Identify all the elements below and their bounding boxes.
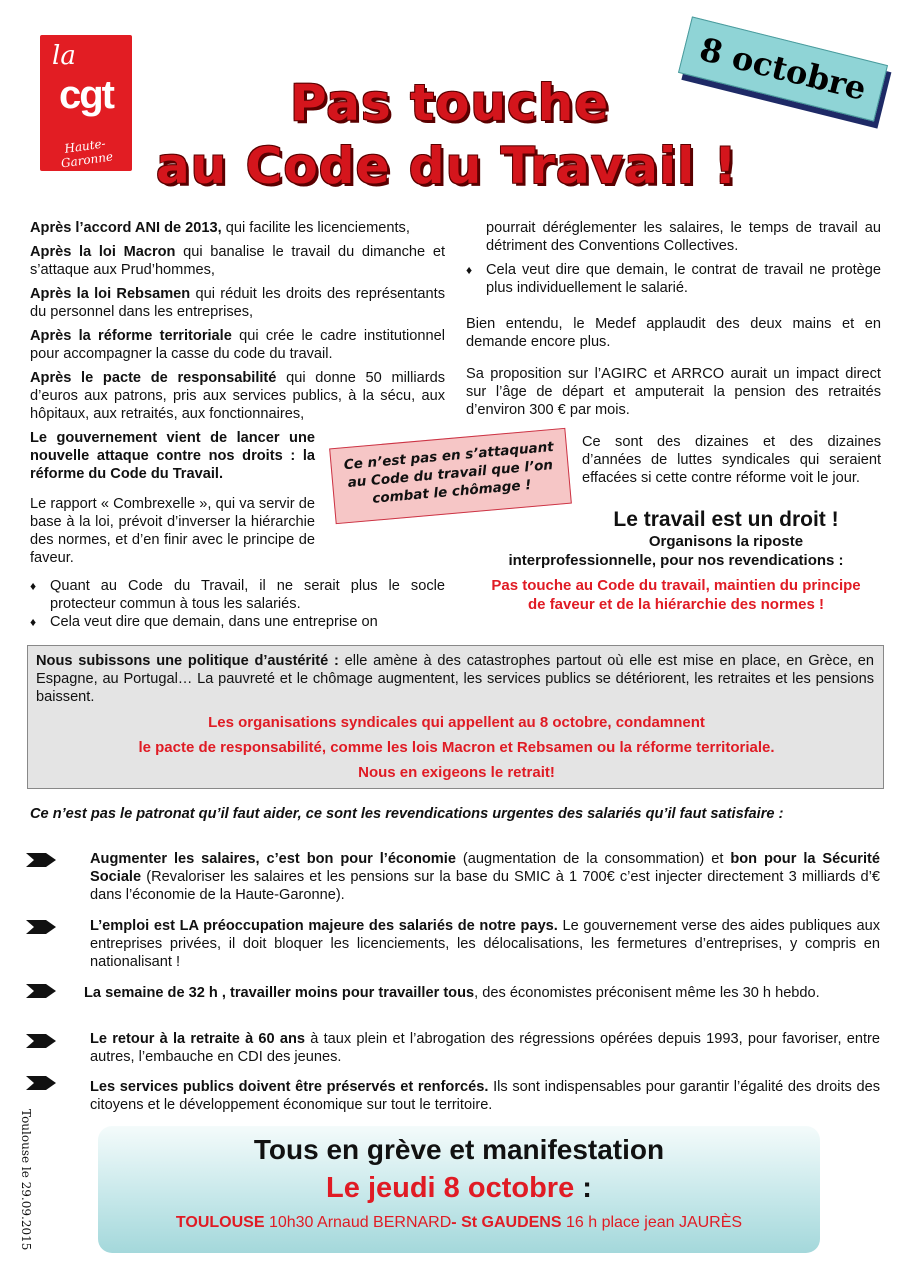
bullet-socle: ♦ Quant au Code du Travail, il ne serait plus le socle protecteur commun à tous les salariés. bbox=[30, 577, 445, 613]
paragraph-agirc: Sa proposition sur l’AGIRC et ARRCO aurait un impact direct sur l’âge de départ et amputerait la pension des retraités d’environ 300 € par mois. bbox=[466, 366, 881, 418]
date-badge bbox=[678, 16, 888, 121]
demand-salaires: Augmenter les salaires, c’est bon pour l’économie (augmentation de la consommation) et bon pour la Sécurité Sociale (Revaloriser les salaires et les pensions sur la base du SMIC à 1 700€ c’est injecter directement 3 milliards d’€ dans l’économie de la Haute-Garonne). bbox=[90, 851, 881, 903]
paragraph-rebsamen: Après la loi Rebsamen qui réduit les droits des représentants du personnel dans les entreprises, bbox=[30, 286, 445, 320]
droit-sub-1: Organisons la riposte bbox=[648, 533, 804, 550]
austerity-red-3: Nous en exigeons le retrait! bbox=[358, 764, 555, 781]
arrow-icon bbox=[26, 853, 56, 867]
arrow-icon bbox=[26, 920, 56, 934]
side-date-text: Toulouse le 29.09.2015 bbox=[19, 1109, 33, 1251]
droit-heading: Le travail est un droit ! bbox=[613, 508, 839, 531]
droit-red-2: de faveur et de la hiérarchie des normes ! bbox=[528, 596, 824, 613]
cgt-logo bbox=[40, 35, 132, 171]
callout-chomage: Ce n’est pas en s’attaquant au Code du travail que l’on combat le chômage ! bbox=[329, 428, 572, 524]
demands-intro: Ce n’est pas le patronat qu’il faut aider, ce sont les revendications urgentes des salariés qu’il faut satisfaire : bbox=[30, 806, 784, 822]
bullet-contrat: ♦ Cela veut dire que demain, le contrat de travail ne protège plus individuellement le salarié. bbox=[466, 261, 881, 297]
paragraph-dereglementer: pourrait déréglementer les salaires, le temps de travail au détriment des Conventions Collectives. bbox=[486, 220, 881, 254]
logo-region: Haute-Garonne bbox=[60, 136, 114, 171]
logo-cgt: cgt bbox=[59, 73, 113, 117]
demand-retraite: Le retour à la retraite à 60 ans à taux plein et l’abrogation des régressions opérées depuis 1993, pour favoriser, entre autres, l’embauche en CDI des jeunes. bbox=[90, 1031, 881, 1065]
paragraph-combrexelle: Le rapport « Combrexelle », qui va servir de base à la loi, prévoit d’inverser la hiérarchie des normes, et d’en finir avec le principe de faveur. bbox=[30, 496, 315, 566]
austerity-red-1: Les organisations syndicales qui appellent au 8 octobre, condamnent bbox=[208, 714, 705, 731]
droit-red-1: Pas touche au Code du travail, maintien du principe bbox=[491, 577, 861, 594]
arrow-icon bbox=[26, 984, 56, 998]
austerity-text: Nous subissons une politique d’austérité : elle amène à des catastrophes partout où elle est mise en place, en Grèce, en Espagne, au Portugal… La pauvreté et le chômage augmentent, les services publics se détériorent, les retraites et les pensions baissent. bbox=[36, 653, 874, 705]
title-line-2: au Code du Travail ! bbox=[156, 137, 738, 195]
paragraph-luttes: Ce sont des dizaines et des dizaines d’années de luttes syndicales qui seraient effacées si cette contre réforme voit le jour. bbox=[582, 434, 881, 486]
paragraph-ani: Après l’accord ANI de 2013, qui facilite les licenciements, bbox=[30, 220, 410, 236]
strike-heading: Tous en grève et manifestation bbox=[253, 1134, 665, 1165]
paragraph-macron: Après la loi Macron qui banalise le travail du dimanche et s’attaque aux Prud’hommes, bbox=[30, 244, 445, 278]
left-column bbox=[30, 219, 445, 637]
logo-la: la bbox=[52, 41, 76, 71]
side-date bbox=[4, 1110, 44, 1270]
demand-emploi: L’emploi est LA préoccupation majeure des salariés de notre pays. Le gouvernement verse des aides publiques aux entreprises privées, il doit bloquer les licenciements, les délocalisations, les fermetures d’entreprises, y compris en nationalisant ! bbox=[90, 918, 881, 970]
strike-date: Le jeudi 8 octobre : bbox=[326, 1172, 592, 1204]
demand-services-publics: Les services publics doivent être préservés et renforcés. Ils sont indispensables pour garantir l’égalité des droits des citoyens et le développement économique sur tout le territoire. bbox=[90, 1079, 880, 1113]
paragraph-pacte: Après le pacte de responsabilité qui donne 50 milliards d’euros aux patrons, pris aux services publics, à la sécu, aux hôpitaux, aux retraités, aux fonctionnaires, bbox=[30, 370, 445, 422]
droit-block bbox=[466, 508, 886, 614]
arrow-icon bbox=[26, 1034, 56, 1048]
paragraph-territoriale: Après la réforme territoriale qui crée le cadre institutionnel pour accompagner la casse du code du travail. bbox=[30, 328, 445, 362]
austerity-box bbox=[27, 645, 884, 789]
demand-32h: La semaine de 32 h , travailler moins pour travailler tous, des économistes préconisent même les 30 h hebdo. bbox=[84, 985, 820, 1001]
arrow-icon bbox=[26, 1076, 56, 1090]
austerity-red-2: le pacte de responsabilité, comme les lois Macron et Rebsamen ou la réforme territoriale. bbox=[138, 739, 775, 756]
strike-box bbox=[98, 1126, 820, 1253]
droit-sub-2: interprofessionnelle, pour nos revendications : bbox=[508, 552, 844, 569]
date-badge-text: 8 octobre bbox=[695, 30, 871, 108]
bullet-entreprise: ♦ Cela veut dire que demain, dans une entreprise on bbox=[30, 613, 445, 631]
paragraph-medef: Bien entendu, le Medef applaudit des deux mains et en demande encore plus. bbox=[466, 316, 881, 350]
paragraph-gouvernement: Le gouvernement vient de lancer une nouvelle attaque contre nos droits : la réforme du Code du Travail. bbox=[30, 430, 315, 482]
strike-locations: TOULOUSE 10h30 Arnaud BERNARD- St GAUDENS 16 h place jean JAURÈS bbox=[175, 1214, 743, 1231]
title-line-1: Pas touche bbox=[290, 74, 610, 132]
